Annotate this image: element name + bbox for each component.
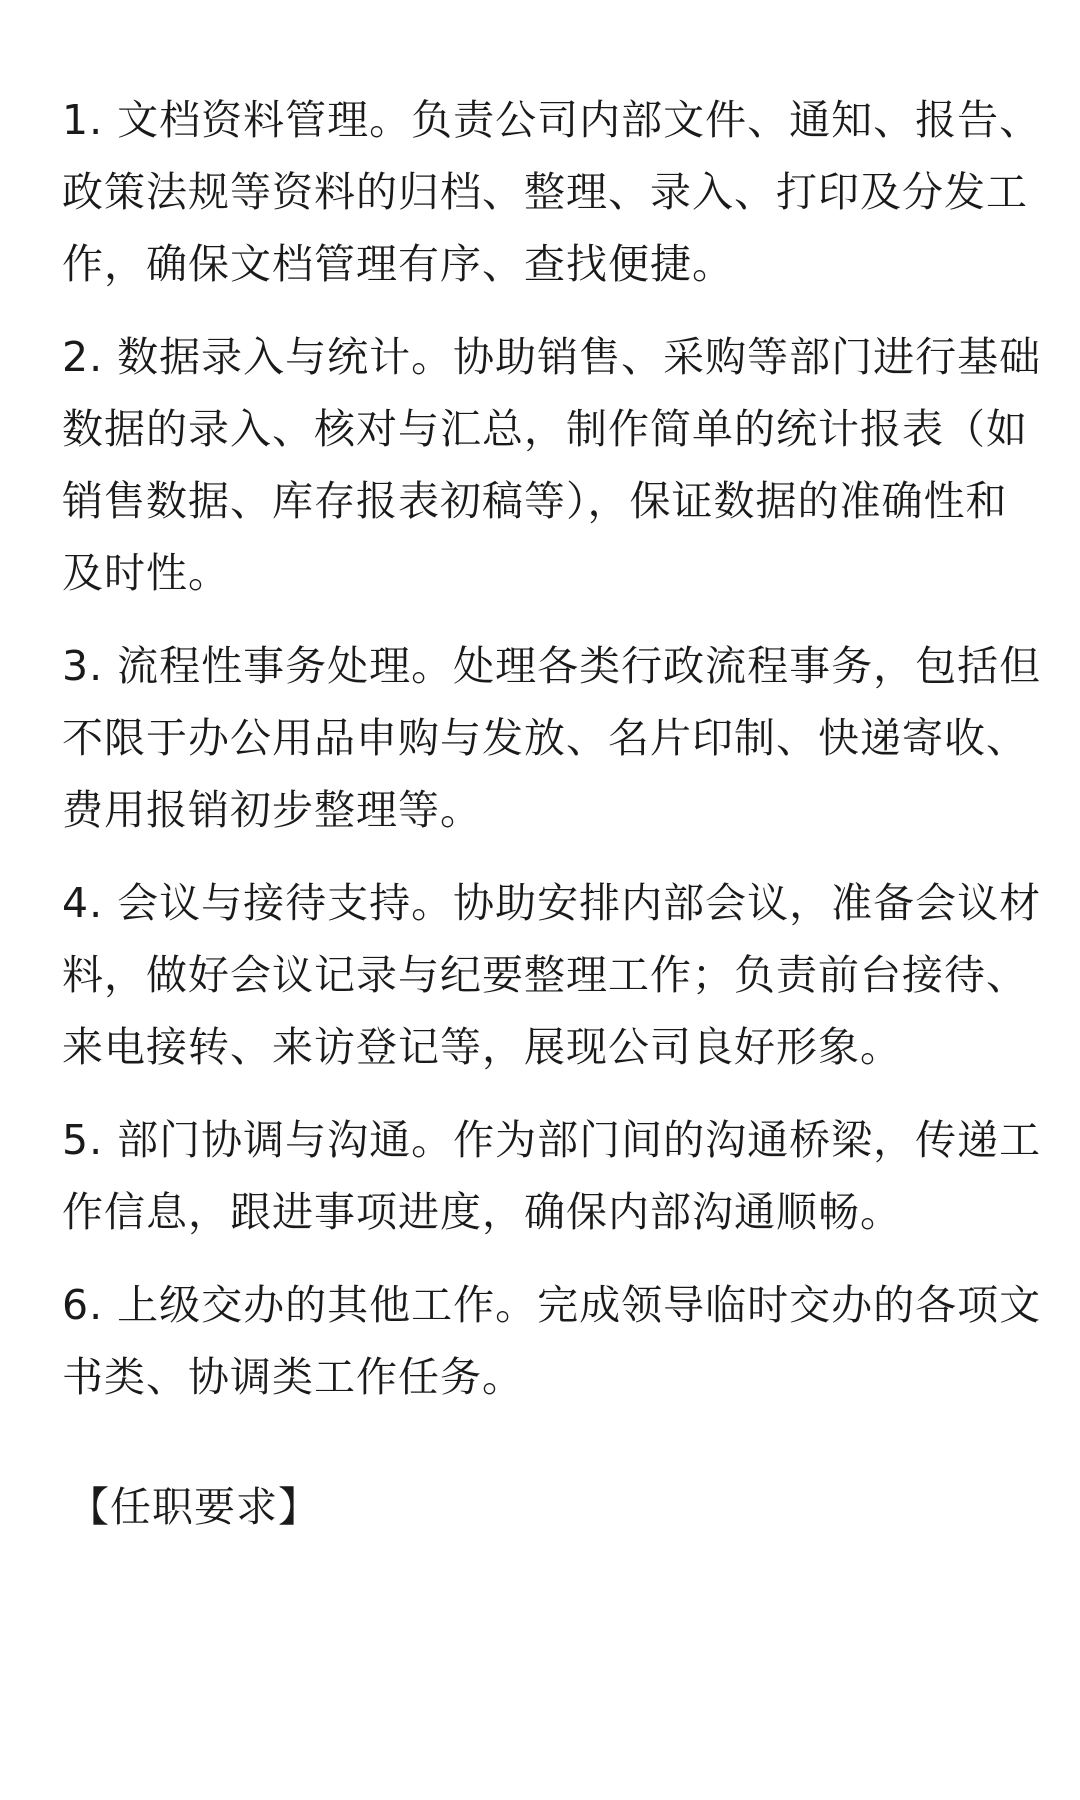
duty-item-6: 6. 上级交办的其他工作。完成领导临时交办的各项文书类、协调类工作任务。 bbox=[62, 1281, 1042, 1401]
duty-item-3: 3. 流程性事务处理。处理各类行政流程事务，包括但不限于办公用品申购与发放、名片印制、快递寄收、费用报销初步整理等。 bbox=[62, 642, 1042, 834]
duty-item-5: 5. 部门协调与沟通。作为部门间的沟通桥梁，传递工作信息，跟进事项进度，确保内部沟通顺畅。 bbox=[62, 1116, 1042, 1236]
requirements-heading: 【任职要求】 bbox=[68, 1483, 320, 1531]
duty-item-2: 2. 数据录入与统计。协助销售、采购等部门进行基础数据的录入、核对与汇总，制作简单的统计报表（如销售数据、库存报表初稿等），保证数据的准确性和及时性。 bbox=[62, 333, 1042, 597]
duty-item-4: 4. 会议与接待支持。协助安排内部会议，准备会议材料，做好会议记录与纪要整理工作；负责前台接待、来电接转、来访登记等，展现公司良好形象。 bbox=[62, 879, 1042, 1071]
duty-item-1: 1. 文档资料管理。负责公司内部文件、通知、报告、政策法规等资料的归档、整理、录入、打印及分发工作，确保文档管理有序、查找便捷。 bbox=[62, 96, 1042, 288]
document-body bbox=[62, 84, 1042, 1543]
